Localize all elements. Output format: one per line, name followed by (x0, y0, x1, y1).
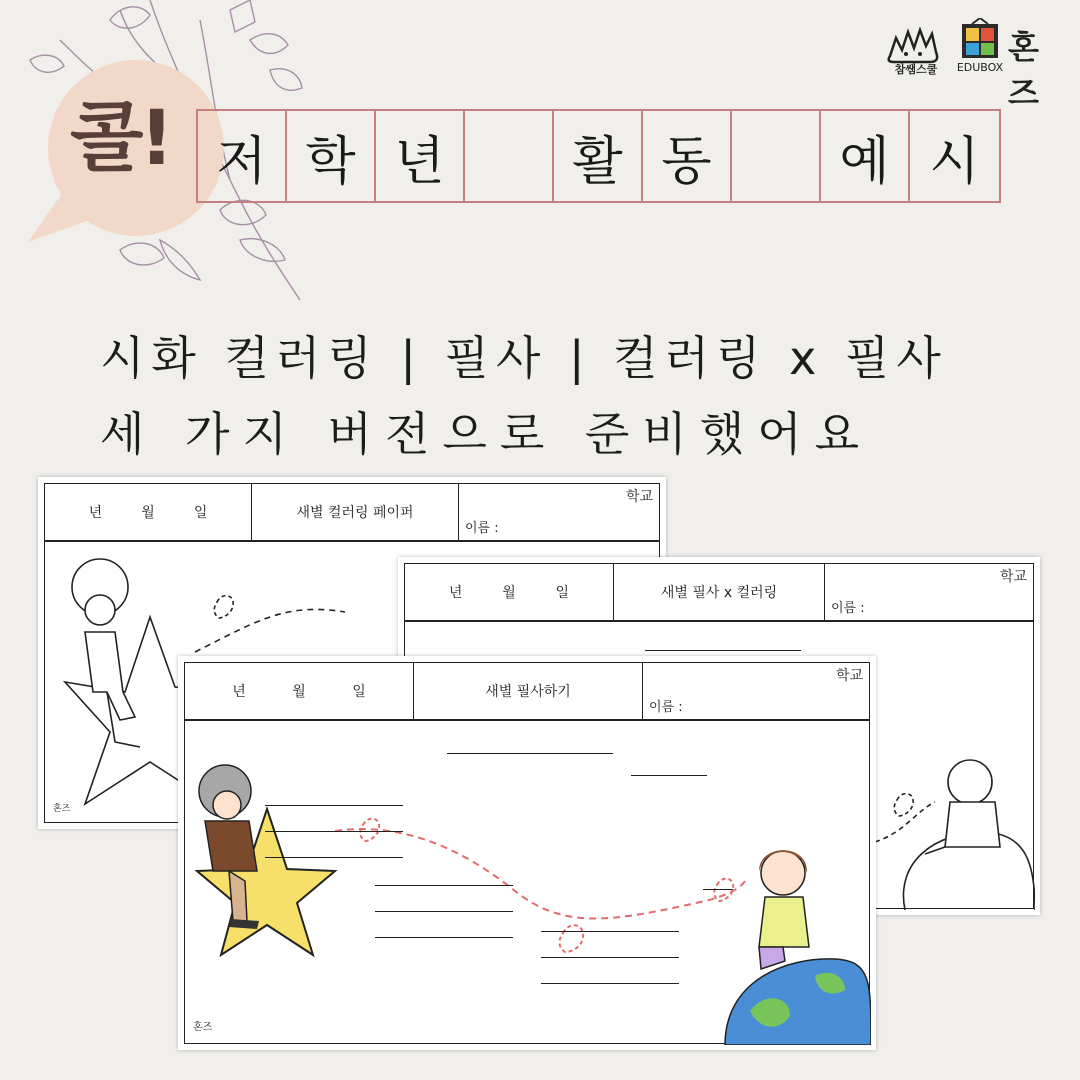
writing-line (541, 983, 679, 984)
name-label: 이름 : (649, 700, 683, 715)
subtitle-line: 세 가지 버전으로 준비했어요 (100, 407, 873, 461)
title-cell (732, 111, 821, 201)
sheet-title: 새별 필사 x 컬러링 (660, 585, 778, 601)
writing-line (541, 931, 679, 932)
date-month: 월 (141, 505, 155, 521)
sheet-title: 새별 컬러링 페이퍼 (296, 505, 414, 521)
edubox-label: EDUBOX (956, 61, 1004, 74)
chamssam-label: 참쌤스쿨 (894, 63, 938, 76)
honjeu-logo: 혼즈 (1008, 28, 1039, 112)
versions-line: 시화 컬러링 | 필사 | 컬러링 x 필사 (100, 331, 948, 385)
date-day: 일 (352, 684, 366, 700)
writing-line (375, 911, 513, 912)
sheet-logo: 혼즈 (53, 804, 71, 814)
sheet-title: 새별 필사하기 (485, 684, 571, 700)
edubox-logo-icon (960, 18, 1000, 62)
title-cell: 학 (287, 111, 376, 201)
school-label: 학교 (625, 489, 653, 505)
date-year: 년 (88, 505, 103, 521)
writing-line (631, 775, 707, 776)
writing-line (703, 889, 733, 890)
writing-line (375, 937, 513, 938)
name-label: 이름 : (465, 521, 499, 536)
title-cell: 예 (821, 111, 910, 201)
sheet-logo: 혼즈 (193, 1022, 213, 1033)
name-label: 이름 : (831, 601, 865, 616)
date-day: 일 (193, 505, 208, 521)
badge-text: 콜! (69, 93, 171, 182)
date-year: 년 (232, 684, 246, 700)
writing-line (541, 957, 679, 958)
writing-line (447, 753, 613, 754)
date-year: 년 (448, 585, 463, 601)
title-cell: 시 (929, 131, 980, 192)
title-grid (196, 109, 1001, 203)
school-label: 학교 (999, 569, 1027, 585)
writing-line (265, 857, 403, 858)
copy-illustration (185, 721, 871, 1045)
brand-logos (880, 16, 1065, 112)
sheet-copy (178, 656, 876, 1050)
writing-line (265, 831, 403, 832)
date-month: 월 (502, 585, 516, 601)
title-cell: 년 (376, 111, 465, 201)
school-label: 학교 (835, 668, 863, 684)
title-cell: 활 (554, 111, 643, 201)
writing-line (265, 805, 403, 806)
date-day: 일 (555, 585, 570, 601)
title-cell: 저 (198, 111, 287, 201)
title-cell (465, 111, 554, 201)
title-cell: 동 (643, 111, 732, 201)
date-month: 월 (292, 684, 306, 700)
writing-line (375, 885, 513, 886)
